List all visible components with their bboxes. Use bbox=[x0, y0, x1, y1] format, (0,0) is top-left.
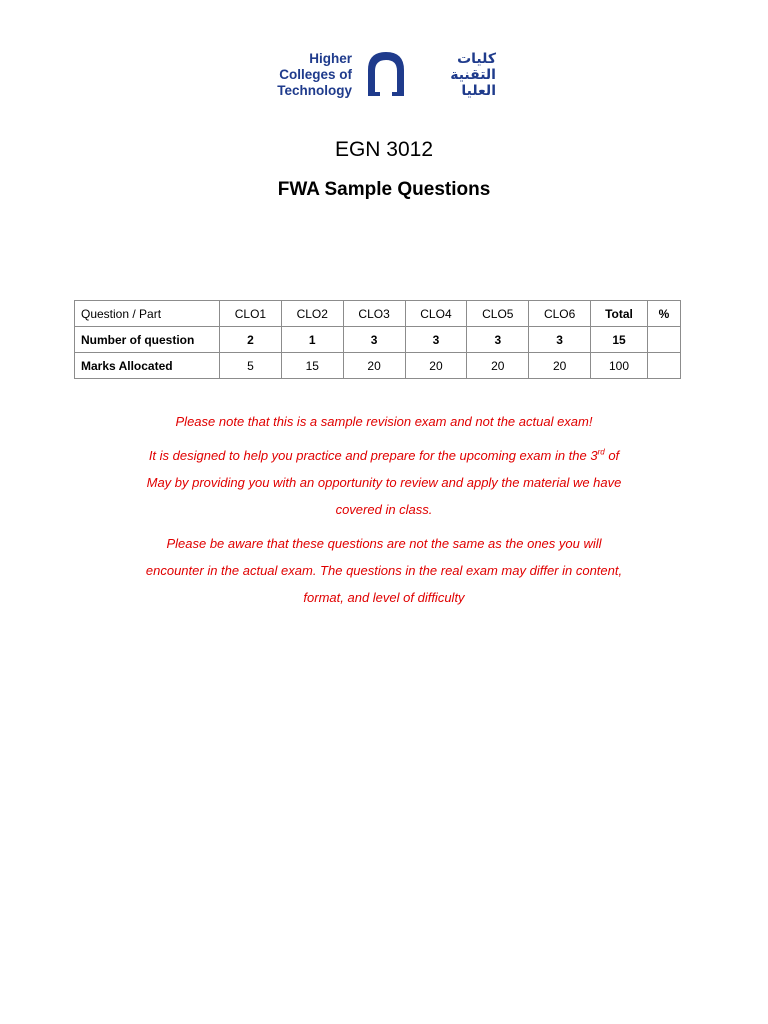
disclaimer-line-7: format, and level of difficulty bbox=[303, 590, 465, 605]
exam-disclaimer bbox=[100, 408, 668, 611]
course-code: EGN 3012 bbox=[334, 138, 434, 161]
table-cell: 3 bbox=[405, 327, 467, 353]
table-cell: 5 bbox=[220, 353, 282, 379]
table-cell: 20 bbox=[405, 353, 467, 379]
logo-english-line-2: Colleges of bbox=[279, 67, 352, 82]
disclaimer-line-1: Please note that this is a sample revision exam and not the actual exam! bbox=[175, 414, 593, 429]
table-cell: 20 bbox=[467, 353, 529, 379]
logo-english-name bbox=[277, 51, 352, 99]
disclaimer-line-2 bbox=[100, 442, 668, 469]
header-cell-clo3: CLO3 bbox=[343, 301, 405, 327]
logo-arabic-name bbox=[422, 50, 496, 98]
table-cell: 3 bbox=[467, 327, 529, 353]
header-cell-clo5: CLO5 bbox=[467, 301, 529, 327]
table-cell bbox=[647, 327, 680, 353]
logo-english-line-3: Technology bbox=[277, 83, 352, 98]
logo-english-line-1: Higher bbox=[309, 51, 352, 66]
logo-arabic-line-3: العليا bbox=[461, 82, 496, 98]
header-cell-clo1: CLO1 bbox=[220, 301, 282, 327]
disclaimer-line-2-end: of bbox=[604, 448, 620, 463]
table-cell: 15 bbox=[591, 327, 648, 353]
table-row-marks-allocated bbox=[75, 353, 681, 379]
header-cell-total: Total bbox=[591, 301, 648, 327]
logo-arabic-line-2: التقنية bbox=[450, 66, 496, 82]
row-label: Number of question bbox=[75, 327, 220, 353]
table-cell: 2 bbox=[220, 327, 282, 353]
disclaimer-line-3: May by providing you with an opportunity to review and apply the material we have bbox=[146, 475, 622, 490]
ordinal-suffix: rd bbox=[597, 447, 605, 457]
table-cell: 20 bbox=[529, 353, 591, 379]
table-cell: 1 bbox=[281, 327, 343, 353]
disclaimer-line-2-text: It is designed to help you practice and prepare for the upcoming exam in the 3 bbox=[148, 448, 598, 463]
disclaimer-line-5: Please be aware that these questions are not the same as the ones you will bbox=[166, 536, 602, 551]
table-header-row bbox=[75, 301, 681, 327]
table-cell: 3 bbox=[529, 327, 591, 353]
disclaimer-line-4: covered in class. bbox=[335, 502, 433, 517]
header-cell-question-part: Question / Part bbox=[75, 301, 220, 327]
table-cell: 100 bbox=[591, 353, 648, 379]
logo-arabic-line-1: كليات bbox=[457, 50, 496, 66]
document-title: FWA Sample Questions bbox=[277, 179, 491, 200]
disclaimer-line-6: encounter in the actual exam. The questions in the real exam may differ in content, bbox=[145, 563, 623, 578]
header-cell-percent: % bbox=[647, 301, 680, 327]
table-cell: 20 bbox=[343, 353, 405, 379]
table-cell: 15 bbox=[281, 353, 343, 379]
header-cell-clo2: CLO2 bbox=[281, 301, 343, 327]
institution-logo bbox=[274, 50, 498, 102]
header-cell-clo4: CLO4 bbox=[405, 301, 467, 327]
marks-distribution-table bbox=[74, 300, 681, 379]
header-cell-clo6: CLO6 bbox=[529, 301, 591, 327]
table-cell: 3 bbox=[343, 327, 405, 353]
row-label: Marks Allocated bbox=[75, 353, 220, 379]
arch-logo-icon bbox=[366, 50, 406, 98]
table-row-number-of-question bbox=[75, 327, 681, 353]
table-cell bbox=[647, 353, 680, 379]
